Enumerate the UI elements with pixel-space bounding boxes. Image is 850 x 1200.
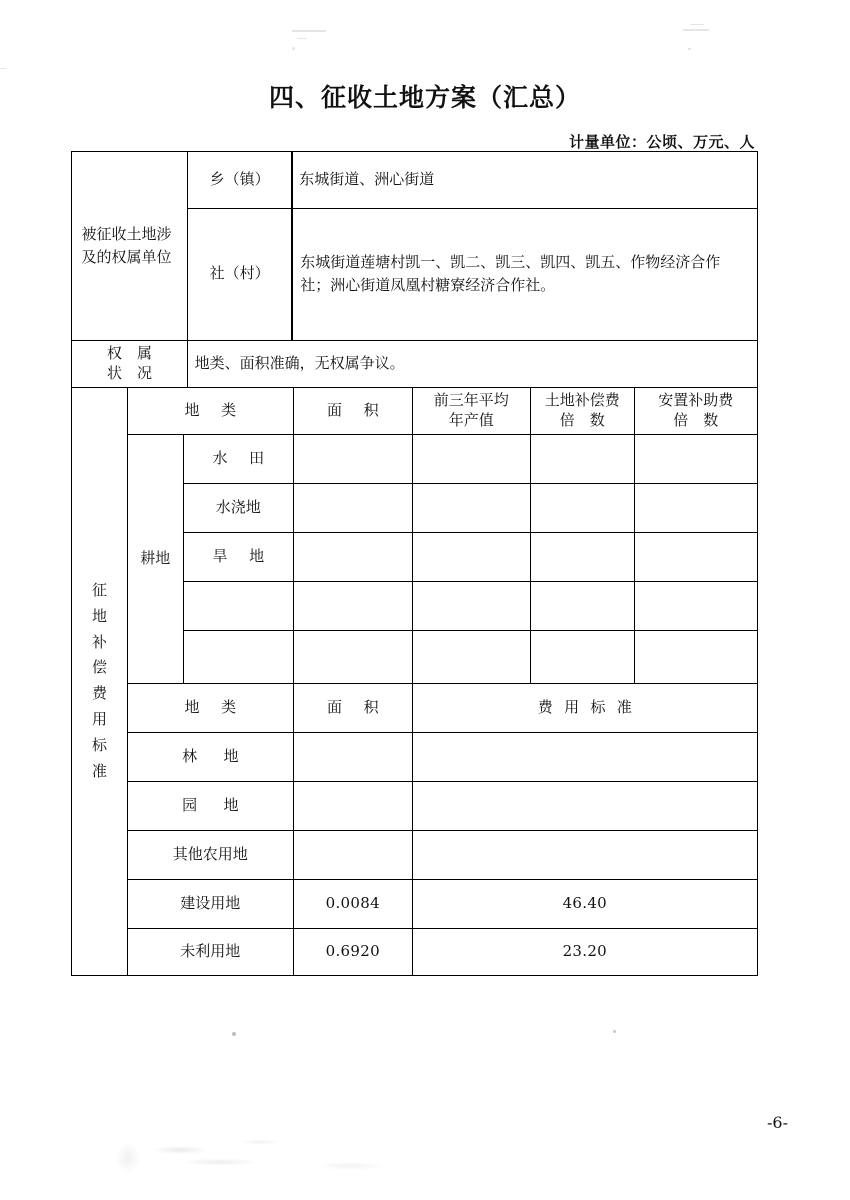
cell-area-irrigated-land bbox=[293, 483, 413, 533]
cell-area-other-agricultural-land bbox=[293, 830, 413, 880]
scan-smudge bbox=[290, 1150, 470, 1190]
header-land-compensation-multiplier: 土地补偿费 倍 数 bbox=[530, 387, 635, 435]
scan-artifact bbox=[292, 47, 295, 50]
header-area-upper: 面 积 bbox=[293, 387, 413, 435]
cell-yield-blank-2 bbox=[412, 630, 531, 684]
cell-resettle-blank-1 bbox=[634, 581, 758, 631]
cell-resettle-paddy-field bbox=[634, 434, 758, 484]
scan-artifact bbox=[613, 1030, 616, 1033]
scan-artifact bbox=[690, 24, 704, 25]
header-fee-standard: 费 用 标 准 bbox=[412, 683, 758, 733]
cell-area-construction-land: 0.0084 bbox=[293, 879, 413, 929]
compensation-side-label: 征 地 补 偿 费 用 标 准 bbox=[71, 387, 128, 976]
cell-landcomp-blank-1 bbox=[530, 581, 635, 631]
township-value: 东城街道、洲心街道 bbox=[291, 151, 758, 209]
row-name-other-agricultural-land: 其他农用地 bbox=[127, 830, 294, 880]
ownership-status-label: 权 属 状 况 bbox=[71, 340, 188, 388]
cultivated-land-group-label: 耕地 bbox=[127, 434, 184, 684]
cell-yield-blank-1 bbox=[412, 581, 531, 631]
cell-fee-forest-land bbox=[412, 732, 758, 782]
cell-area-unused-land: 0.6920 bbox=[293, 928, 413, 976]
measurement-unit-note: 计量单位：公顷、万元、人 bbox=[568, 133, 755, 151]
row-name-blank-1 bbox=[183, 581, 294, 631]
cell-fee-garden-land bbox=[412, 781, 758, 831]
cell-landcomp-blank-2 bbox=[530, 630, 635, 684]
page-number: -6- bbox=[767, 1113, 788, 1132]
row-name-garden-land: 园 地 bbox=[127, 781, 294, 831]
row-name-forest-land: 林 地 bbox=[127, 732, 294, 782]
land-acquisition-table bbox=[71, 151, 758, 976]
header-area-lower: 面 积 bbox=[293, 683, 413, 733]
cell-yield-paddy-field bbox=[412, 434, 531, 484]
cell-resettle-blank-2 bbox=[634, 630, 758, 684]
page-title: 四、征收土地方案（汇总） bbox=[268, 83, 581, 112]
header-land-type-upper: 地 类 bbox=[127, 387, 294, 435]
row-name-blank-2 bbox=[183, 630, 294, 684]
cell-area-forest-land bbox=[293, 732, 413, 782]
cell-landcomp-dry-land bbox=[530, 532, 635, 582]
scan-artifact bbox=[683, 29, 709, 31]
cell-fee-construction-land: 46.40 bbox=[412, 879, 758, 929]
cell-landcomp-irrigated-land bbox=[530, 483, 635, 533]
row-name-unused-land: 未利用地 bbox=[127, 928, 294, 976]
scan-smudge bbox=[60, 1128, 320, 1184]
cell-resettle-irrigated-land bbox=[634, 483, 758, 533]
scan-artifact bbox=[0, 68, 6, 69]
cell-area-blank-2 bbox=[293, 630, 413, 684]
cell-area-garden-land bbox=[293, 781, 413, 831]
header-land-type-lower: 地 类 bbox=[127, 683, 294, 733]
village-label: 社（村） bbox=[187, 208, 293, 341]
ownership-status-value: 地类、面积准确，无权属争议。 bbox=[187, 340, 758, 388]
village-value: 东城街道莲塘村凯一、凯二、凯三、凯四、凯五、作物经济合作社；洲心街道凤凰村糖寮经济合作社。 bbox=[291, 208, 758, 341]
row-name-irrigated-land: 水浇地 bbox=[183, 483, 294, 533]
scan-artifact bbox=[232, 1032, 236, 1036]
cell-area-dry-land bbox=[293, 532, 413, 582]
cell-yield-irrigated-land bbox=[412, 483, 531, 533]
township-label: 乡（镇） bbox=[187, 151, 293, 209]
cell-resettle-dry-land bbox=[634, 532, 758, 582]
cell-fee-other-agricultural-land bbox=[412, 830, 758, 880]
cell-yield-dry-land bbox=[412, 532, 531, 582]
header-avg-yield: 前三年平均 年产值 bbox=[412, 387, 531, 435]
row-name-paddy-field: 水 田 bbox=[183, 434, 294, 484]
row-name-construction-land: 建设用地 bbox=[127, 879, 294, 929]
cell-area-blank-1 bbox=[293, 581, 413, 631]
scan-artifact bbox=[297, 38, 307, 39]
scan-artifact bbox=[292, 30, 326, 32]
cell-landcomp-paddy-field bbox=[530, 434, 635, 484]
row-name-dry-land: 旱 地 bbox=[183, 532, 294, 582]
ownership-row-label: 被征收土地涉及的权属单位 bbox=[71, 151, 188, 341]
cell-area-paddy-field bbox=[293, 434, 413, 484]
header-resettlement-multiplier: 安置补助费 倍 数 bbox=[634, 387, 758, 435]
cell-fee-unused-land: 23.20 bbox=[412, 928, 758, 976]
scan-artifact bbox=[688, 48, 691, 50]
